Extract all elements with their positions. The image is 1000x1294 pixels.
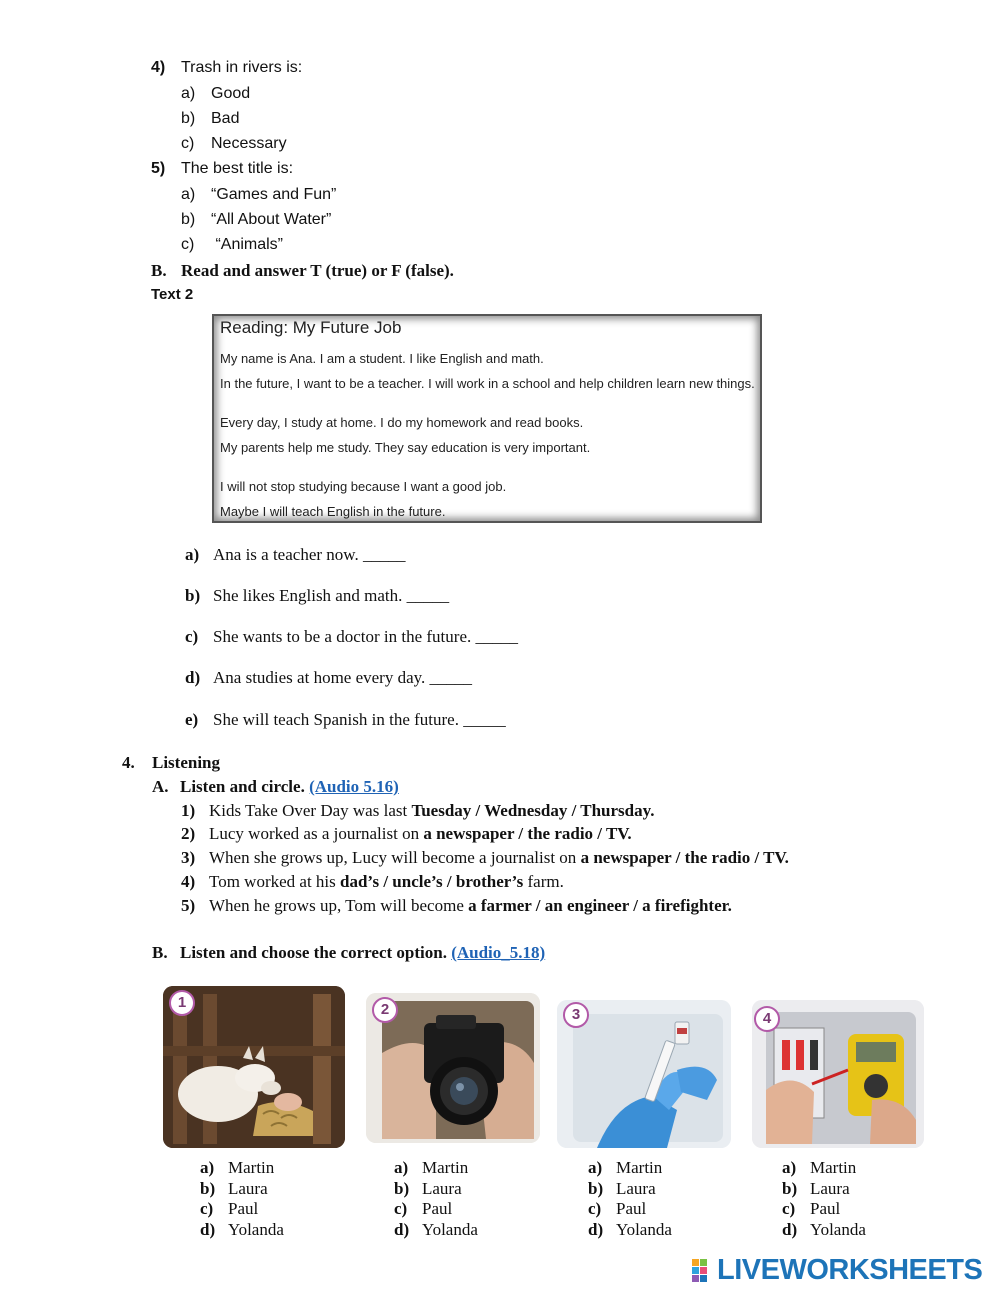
listening-item: 4) Tom worked at his dad’s / uncle’s / brother’s farm. bbox=[181, 872, 564, 891]
reading-line: My name is Ana. I am a student. I like English and math. bbox=[220, 351, 544, 366]
tf-item: a) Ana is a teacher now. _____ bbox=[185, 545, 406, 564]
reading-title: Reading: My Future Job bbox=[220, 318, 402, 337]
answer-blank[interactable]: _____ bbox=[429, 668, 473, 687]
reading-line: Maybe I will teach English in the future. bbox=[220, 504, 446, 519]
listening-heading: 4. Listening bbox=[122, 753, 221, 772]
option-row[interactable]: a) “Games and Fun” bbox=[181, 186, 337, 203]
tf-item: d) Ana studies at home every day. _____ bbox=[185, 668, 473, 687]
option-row[interactable]: c) “Animals” bbox=[181, 236, 284, 253]
tf-item: e) She will teach Spanish in the future. _____ bbox=[185, 710, 506, 729]
choice-option[interactable]: b) Laura bbox=[394, 1178, 462, 1198]
picture-number-badge: 1 bbox=[169, 990, 195, 1016]
choices-picture-1 bbox=[200, 1158, 284, 1241]
circle-options[interactable]: a farmer / an engineer / a firefighter. bbox=[468, 896, 732, 915]
question-number: 4) bbox=[151, 59, 166, 76]
question-number: 5) bbox=[151, 160, 166, 177]
camera-photographer-photo bbox=[366, 993, 540, 1143]
answer-blank[interactable]: _____ bbox=[406, 586, 450, 605]
choice-option[interactable]: d) Yolanda bbox=[588, 1220, 672, 1240]
answer-blank[interactable]: _____ bbox=[475, 627, 518, 646]
text-2-label: Text 2 bbox=[151, 286, 194, 303]
goat-farm-photo bbox=[163, 986, 345, 1148]
tf-item: b) She likes English and math. _____ bbox=[185, 586, 450, 605]
question-text: The best title is: bbox=[181, 160, 294, 177]
reading-line: I will not stop studying because I want a good job. bbox=[220, 479, 507, 494]
choice-option[interactable]: c) Paul bbox=[394, 1199, 453, 1219]
listening-b-heading: B. Listen and choose the correct option. (Audio_5.18) bbox=[152, 943, 546, 962]
question-text: Trash in rivers is: bbox=[181, 59, 303, 76]
choice-option[interactable]: d) Yolanda bbox=[394, 1220, 478, 1240]
answer-blank[interactable]: _____ bbox=[463, 710, 506, 729]
circle-options[interactable]: a newspaper / the radio / TV. bbox=[423, 824, 632, 843]
question-4 bbox=[151, 59, 302, 77]
choice-option[interactable]: c) Paul bbox=[200, 1199, 259, 1219]
electrician-multimeter-photo bbox=[752, 1000, 924, 1148]
choice-option[interactable]: d) Yolanda bbox=[782, 1220, 866, 1240]
option-row[interactable]: b) “All About Water” bbox=[181, 211, 332, 228]
listening-item: 5) When he grows up, Tom will become a farmer / an engineer / a firefighter. bbox=[181, 896, 732, 915]
picture-number-badge: 3 bbox=[563, 1002, 589, 1028]
listening-a-heading: A. Listen and circle. (Audio 5.16) bbox=[152, 777, 399, 796]
reading-box bbox=[212, 314, 762, 523]
audio-link-5-18[interactable]: (Audio_5.18) bbox=[451, 943, 546, 962]
choices-picture-3 bbox=[588, 1158, 672, 1241]
liveworksheets-logo bbox=[691, 1254, 982, 1286]
reading-line: In the future, I want to be a teacher. I will work in a school and help children learn new things. bbox=[220, 376, 755, 391]
option-row[interactable]: c) Necessary bbox=[181, 135, 287, 152]
picture-number-badge: 2 bbox=[372, 997, 398, 1023]
choice-option[interactable]: a) Martin bbox=[200, 1158, 275, 1177]
doctor-syringe-photo bbox=[557, 1000, 731, 1148]
listening-item: 3) When she grows up, Lucy will become a journalist on a newspaper / the radio / TV. bbox=[181, 848, 789, 867]
choice-option[interactable]: a) Martin bbox=[394, 1158, 469, 1177]
choice-option[interactable]: b) Laura bbox=[782, 1178, 850, 1198]
choice-option[interactable]: a) Martin bbox=[782, 1158, 857, 1177]
reading-line: Every day, I study at home. I do my homework and read books. bbox=[220, 415, 584, 430]
option-row[interactable]: a) Good bbox=[181, 85, 251, 102]
choice-option[interactable]: b) Laura bbox=[200, 1178, 268, 1198]
choice-option[interactable]: d) Yolanda bbox=[200, 1220, 284, 1240]
option-row[interactable]: b) Bad bbox=[181, 110, 240, 127]
choice-option[interactable]: c) Paul bbox=[782, 1199, 841, 1219]
listening-item: 1) Kids Take Over Day was last Tuesday / Wednesday / Thursday. bbox=[181, 801, 655, 820]
answer-blank[interactable]: _____ bbox=[362, 545, 406, 564]
listening-item: 2) Lucy worked as a journalist on a newspaper / the radio / TV. bbox=[181, 824, 632, 843]
audio-link-5-16[interactable]: (Audio 5.16) bbox=[309, 777, 399, 796]
question-5 bbox=[151, 160, 293, 178]
logo-text: LIVEWORKSHEETS bbox=[717, 1254, 983, 1286]
circle-options[interactable]: dad’s / uncle’s / brother’s bbox=[340, 872, 524, 891]
choices-picture-4 bbox=[782, 1158, 866, 1241]
circle-options[interactable]: Tuesday / Wednesday / Thursday. bbox=[411, 801, 655, 820]
picture-number-badge: 4 bbox=[754, 1006, 780, 1032]
circle-options[interactable]: a newspaper / the radio / TV. bbox=[580, 848, 789, 867]
reading-line: My parents help me study. They say education is very important. bbox=[220, 440, 591, 455]
tf-item: c) She wants to be a doctor in the future. _____ bbox=[185, 627, 518, 646]
choice-option[interactable]: a) Martin bbox=[588, 1158, 663, 1177]
choice-option[interactable]: c) Paul bbox=[588, 1199, 647, 1219]
choices-picture-2 bbox=[394, 1158, 478, 1241]
logo-blocks-icon bbox=[691, 1258, 717, 1284]
choice-option[interactable]: b) Laura bbox=[588, 1178, 656, 1198]
section-b-heading: B. Read and answer T (true) or F (false). bbox=[151, 261, 454, 280]
